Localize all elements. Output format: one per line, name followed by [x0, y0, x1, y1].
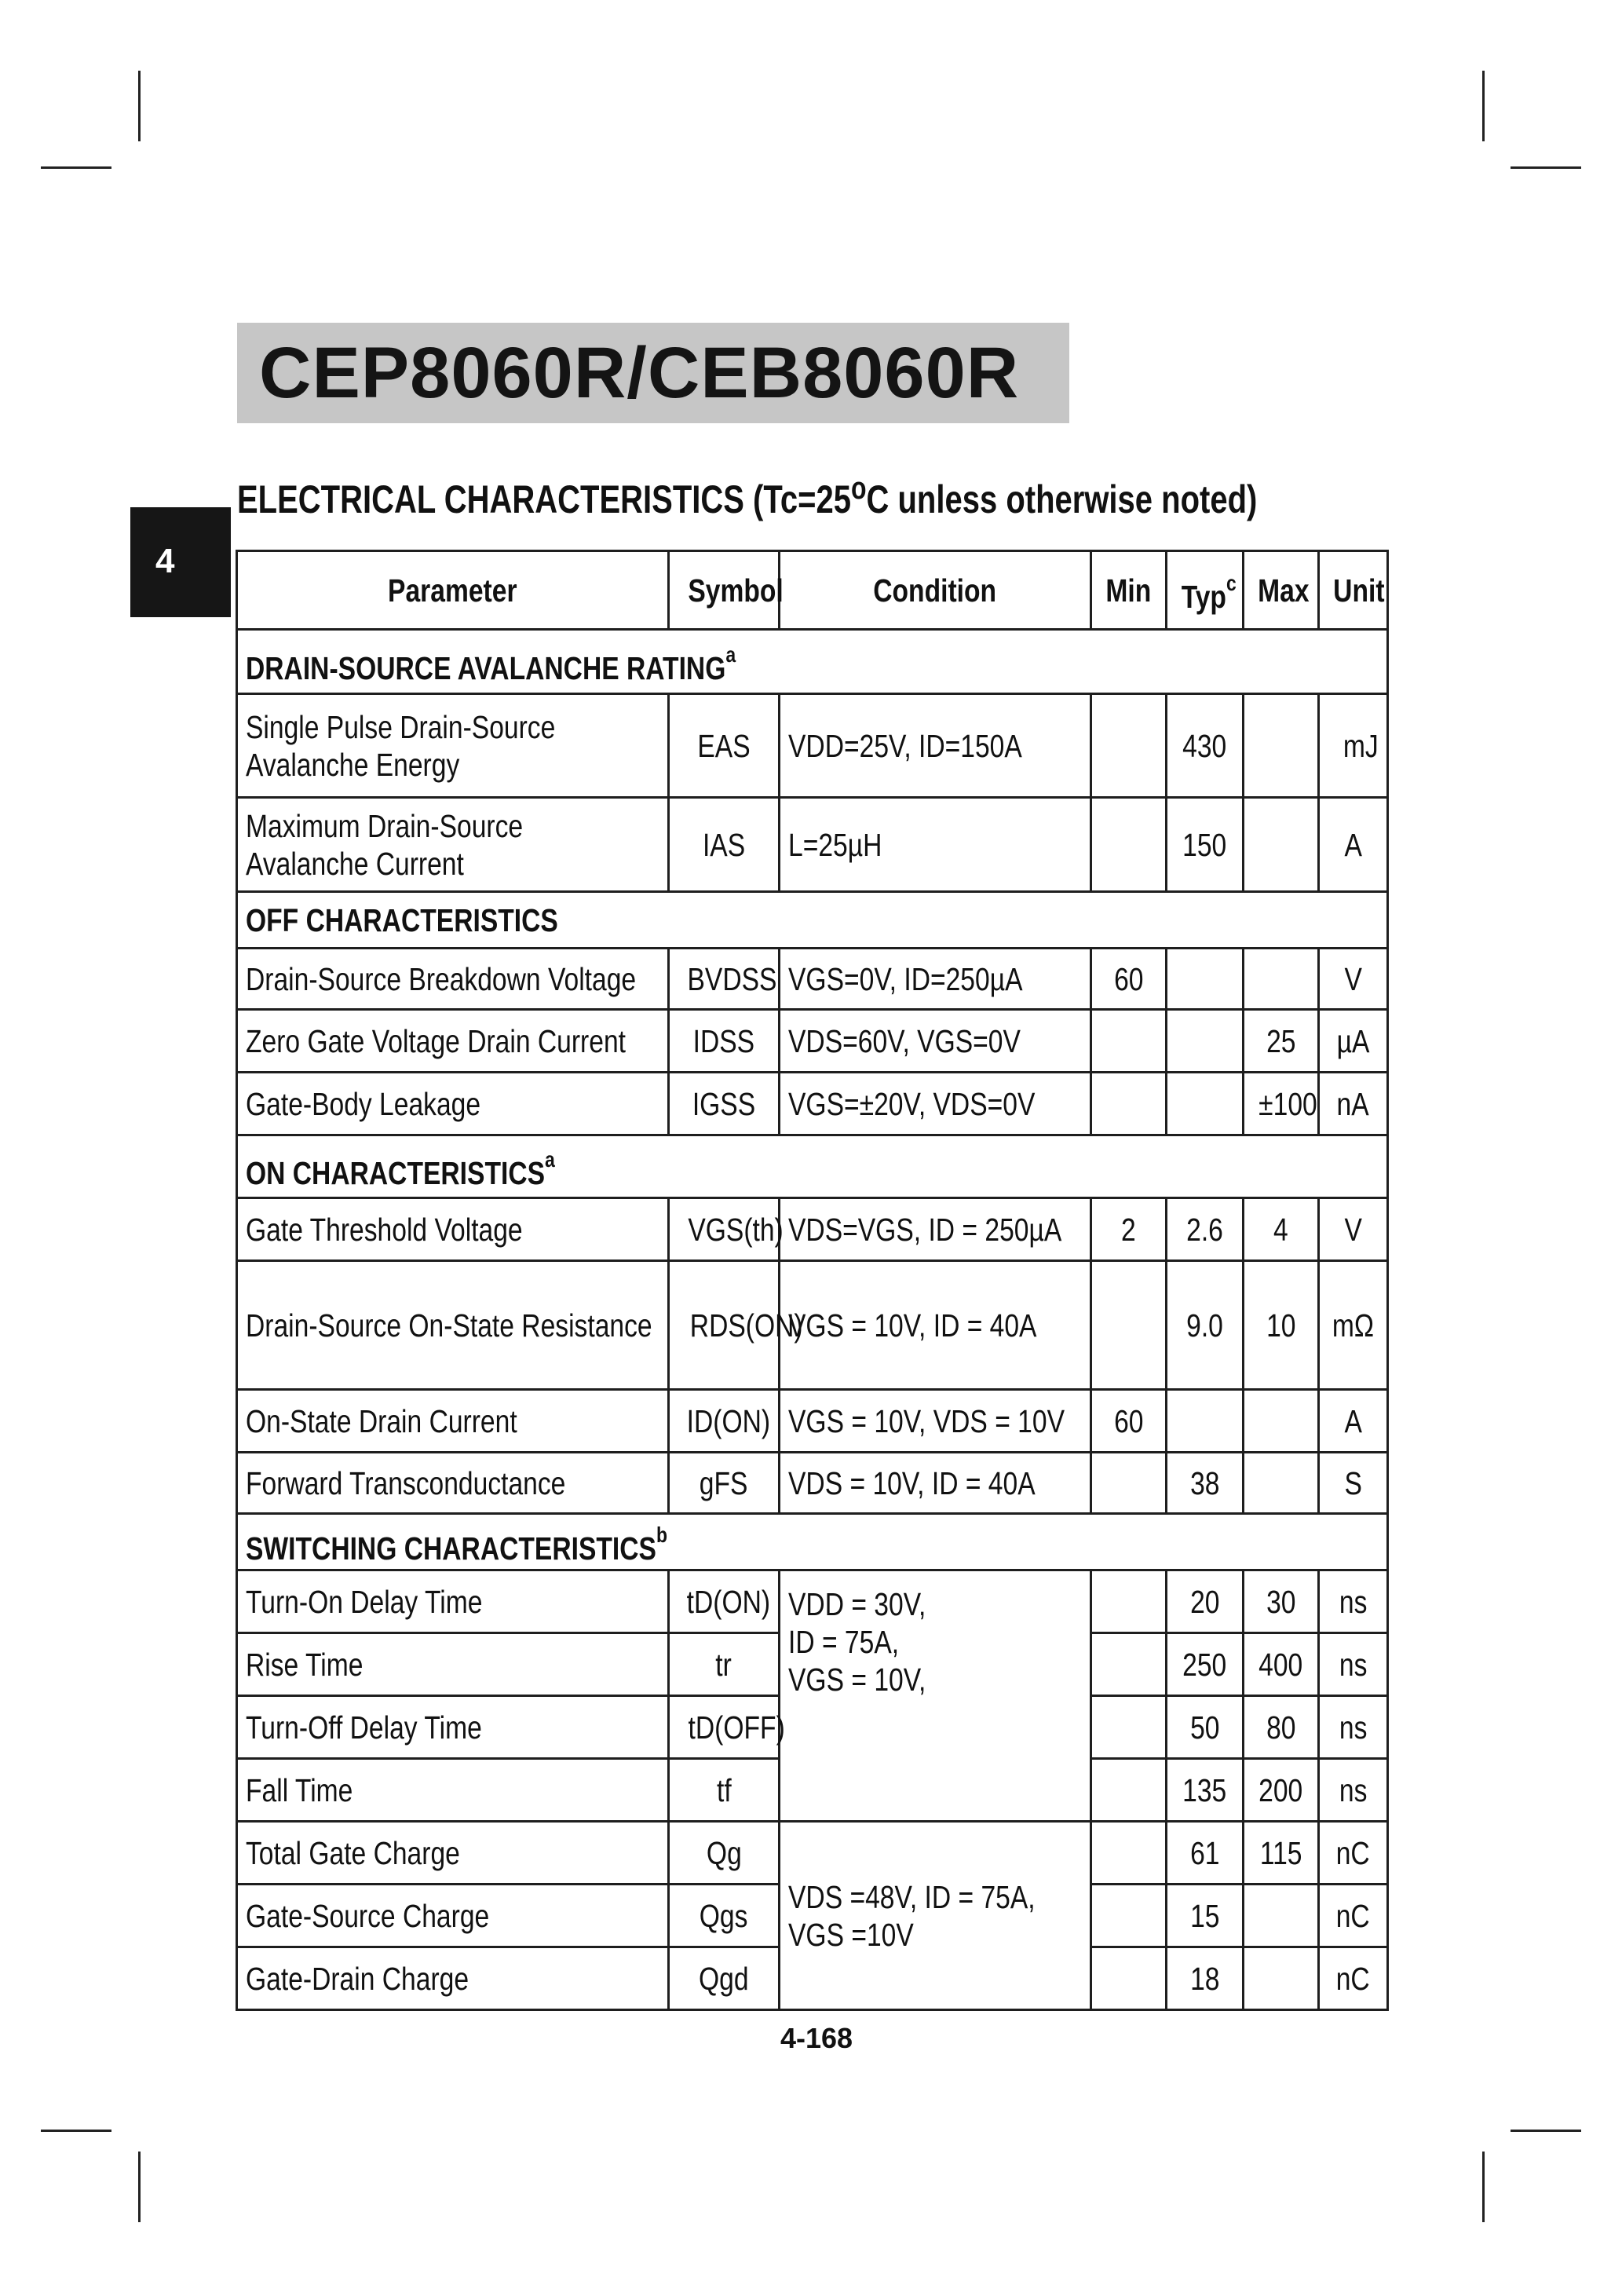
- unit-cell: ns: [1319, 1633, 1388, 1696]
- min-cell: [1091, 1261, 1167, 1390]
- section-title: DRAIN-SOURCE AVALANCHE RATING$^a$: [237, 630, 1388, 694]
- typ-cell: [1167, 949, 1244, 1010]
- unit-cell: V: [1319, 1198, 1388, 1261]
- max-cell: 80: [1244, 1696, 1319, 1759]
- condition-cell: VGS = 10V, VDS = 10V: [780, 1390, 1091, 1453]
- section-row-avalanche: [237, 630, 1388, 694]
- symbol-cell: Qg: [669, 1822, 780, 1885]
- condition-cell: VGS=0V, ID=250µA: [780, 949, 1091, 1010]
- header-typ: Typ$^c$: [1167, 551, 1244, 630]
- typ-cell: 15: [1167, 1885, 1244, 1947]
- unit-cell: mJ: [1319, 694, 1388, 798]
- unit-cell: nC: [1319, 1947, 1388, 2010]
- min-cell: [1091, 798, 1167, 892]
- param-cell: Drain-Source On-State Resistance: [237, 1261, 669, 1390]
- param-cell: Forward Transconductance: [237, 1453, 669, 1514]
- table-row: [237, 1073, 1388, 1135]
- condition-line: ID = 75A,: [788, 1624, 900, 1660]
- unit-cell: ns: [1319, 1570, 1388, 1633]
- min-cell: [1091, 1453, 1167, 1514]
- crop-mark: [138, 71, 141, 141]
- section-title: ON CHARACTERISTICS$^a$: [237, 1135, 1388, 1198]
- table-row: [237, 1010, 1388, 1073]
- typ-cell: 38: [1167, 1453, 1244, 1514]
- min-cell: [1091, 1073, 1167, 1135]
- typ-cell: [1167, 1390, 1244, 1453]
- typ-cell: [1167, 1073, 1244, 1135]
- max-cell: [1244, 1885, 1319, 1947]
- symbol-cell: BVDSS: [669, 949, 780, 1010]
- degree-mark: o: [850, 471, 867, 506]
- part-number-title: CEP8060R/CEB8060R: [259, 332, 1020, 413]
- max-cell: 4: [1244, 1198, 1319, 1261]
- param-cell: Drain-Source Breakdown Voltage: [237, 949, 669, 1010]
- unit-cell: µA: [1319, 1010, 1388, 1073]
- max-cell: 400: [1244, 1633, 1319, 1696]
- param-cell: Single Pulse Drain-Source Avalanche Energy: [237, 694, 669, 798]
- table-row: [237, 1261, 1388, 1390]
- unit-cell: nC: [1319, 1885, 1388, 1947]
- condition-line: VGS =10V: [788, 1916, 914, 1953]
- symbol-cell: VGS(th): [669, 1198, 780, 1261]
- crop-mark: [138, 2152, 141, 2222]
- condition-cell: VDD=25V, ID=150A: [780, 694, 1091, 798]
- min-cell: [1091, 1633, 1167, 1696]
- symbol-cell: gFS: [669, 1453, 780, 1514]
- min-cell: [1091, 1822, 1167, 1885]
- table-row: [237, 1822, 1388, 1885]
- symbol-cell: RDS(ON): [669, 1261, 780, 1390]
- max-cell: [1244, 694, 1319, 798]
- max-cell: 10: [1244, 1261, 1319, 1390]
- param-cell: Gate Threshold Voltage: [237, 1198, 669, 1261]
- symbol-cell: IAS: [669, 798, 780, 892]
- footnote-mark: a: [545, 1147, 555, 1172]
- condition-cell: VDS=60V, VGS=0V: [780, 1010, 1091, 1073]
- electrical-characteristics-table: [236, 550, 1389, 2011]
- symbol-cell: EAS: [669, 694, 780, 798]
- crop-mark: [1482, 71, 1485, 141]
- symbol-cell: IGSS: [669, 1073, 780, 1135]
- section-heading-prefix: ELECTRICAL CHARACTERISTICS (Tc=25: [237, 477, 851, 521]
- unit-cell: nA: [1319, 1073, 1388, 1135]
- max-cell: [1244, 1947, 1319, 2010]
- symbol-cell: tf: [669, 1759, 780, 1822]
- min-cell: [1091, 1010, 1167, 1073]
- condition-cell: L=25µH: [780, 798, 1091, 892]
- crop-mark: [1482, 2152, 1485, 2222]
- min-cell: 2: [1091, 1198, 1167, 1261]
- crop-mark: [1511, 166, 1581, 169]
- param-cell: Fall Time: [237, 1759, 669, 1822]
- param-cell: Zero Gate Voltage Drain Current: [237, 1010, 669, 1073]
- chapter-tab: [130, 507, 231, 617]
- typ-cell: [1167, 1010, 1244, 1073]
- typ-cell: 50: [1167, 1696, 1244, 1759]
- unit-cell: ns: [1319, 1759, 1388, 1822]
- typ-cell: 150: [1167, 798, 1244, 892]
- condition-line: VDD = 30V,: [788, 1586, 926, 1622]
- condition-cell-switching: [780, 1570, 1091, 1822]
- max-cell: 30: [1244, 1570, 1319, 1633]
- crop-mark: [41, 166, 111, 169]
- condition-cell: VDS = 10V, ID = 40A: [780, 1453, 1091, 1514]
- typ-cell: 20: [1167, 1570, 1244, 1633]
- symbol-cell: tD(OFF): [669, 1696, 780, 1759]
- footnote-mark: a: [725, 642, 736, 667]
- param-cell: Rise Time: [237, 1633, 669, 1696]
- min-cell: 60: [1091, 1390, 1167, 1453]
- table-row: [237, 949, 1388, 1010]
- symbol-cell: Qgs: [669, 1885, 780, 1947]
- typ-cell: 9.0: [1167, 1261, 1244, 1390]
- section-heading: [237, 471, 1258, 522]
- section-title: SWITCHING CHARACTERISTICS$^b$: [237, 1514, 1388, 1570]
- typ-cell: 61: [1167, 1822, 1244, 1885]
- min-cell: [1091, 1947, 1167, 2010]
- max-cell: 25: [1244, 1010, 1319, 1073]
- condition-line: VGS = 10V,: [788, 1662, 926, 1698]
- section-row-off: [237, 892, 1388, 949]
- unit-cell: A: [1319, 1390, 1388, 1453]
- header-condition: Condition: [780, 551, 1091, 630]
- param-cell: Gate-Drain Charge: [237, 1947, 669, 2010]
- min-cell: [1091, 694, 1167, 798]
- section-row-on: [237, 1135, 1388, 1198]
- symbol-cell: ID(ON): [669, 1390, 780, 1453]
- header-min: Min: [1091, 551, 1167, 630]
- max-cell: 200: [1244, 1759, 1319, 1822]
- min-cell: [1091, 1570, 1167, 1633]
- min-cell: [1091, 1759, 1167, 1822]
- chapter-tab-number: 4: [155, 542, 175, 580]
- param-cell: Total Gate Charge: [237, 1822, 669, 1885]
- section-row-switching: [237, 1514, 1388, 1570]
- unit-cell: S: [1319, 1453, 1388, 1514]
- min-cell: [1091, 1885, 1167, 1947]
- footnote-mark: b: [656, 1523, 667, 1547]
- condition-cell: VDS=VGS, ID = 250µA: [780, 1198, 1091, 1261]
- header-symbol: Symbol: [669, 551, 780, 630]
- param-cell: Gate-Body Leakage: [237, 1073, 669, 1135]
- part-number-banner: [237, 323, 1069, 423]
- param-cell: Turn-On Delay Time: [237, 1570, 669, 1633]
- max-cell: ±100: [1244, 1073, 1319, 1135]
- typ-cell: 135: [1167, 1759, 1244, 1822]
- crop-mark: [41, 2130, 111, 2132]
- condition-cell: VGS=±20V, VDS=0V: [780, 1073, 1091, 1135]
- table-row: [237, 798, 1388, 892]
- symbol-cell: tD(ON): [669, 1570, 780, 1633]
- crop-mark: [1511, 2130, 1581, 2132]
- table-row: [237, 694, 1388, 798]
- condition-line: VDS =48V, ID = 75A,: [788, 1878, 1036, 1915]
- param-cell: Turn-Off Delay Time: [237, 1696, 669, 1759]
- symbol-cell: IDSS: [669, 1010, 780, 1073]
- typ-cell: 430: [1167, 694, 1244, 798]
- unit-cell: ns: [1319, 1696, 1388, 1759]
- symbol-cell: tr: [669, 1633, 780, 1696]
- max-cell: 115: [1244, 1822, 1319, 1885]
- table-row: [237, 1198, 1388, 1261]
- table-header-row: [237, 551, 1388, 630]
- table-row: [237, 1390, 1388, 1453]
- table-row: [237, 1453, 1388, 1514]
- header-typ-note: c: [1226, 571, 1237, 595]
- typ-cell: 2.6: [1167, 1198, 1244, 1261]
- header-parameter: Parameter: [237, 551, 669, 630]
- header-unit: Unit: [1319, 551, 1388, 630]
- section-title: OFF CHARACTERISTICS: [237, 892, 1388, 949]
- condition-cell-gate-charge: [780, 1822, 1091, 2010]
- unit-cell: nC: [1319, 1822, 1388, 1885]
- page-number: 4-168: [780, 2022, 853, 2054]
- unit-cell: mΩ: [1319, 1261, 1388, 1390]
- unit-cell: A: [1319, 798, 1388, 892]
- condition-cell: VGS = 10V, ID = 40A: [780, 1261, 1091, 1390]
- typ-cell: 18: [1167, 1947, 1244, 2010]
- max-cell: [1244, 798, 1319, 892]
- unit-cell: V: [1319, 949, 1388, 1010]
- header-max: Max: [1244, 551, 1319, 630]
- max-cell: [1244, 949, 1319, 1010]
- param-cell: Gate-Source Charge: [237, 1885, 669, 1947]
- typ-cell: 250: [1167, 1633, 1244, 1696]
- param-cell: On-State Drain Current: [237, 1390, 669, 1453]
- param-cell: Maximum Drain-Source Avalanche Current: [237, 798, 669, 892]
- max-cell: [1244, 1453, 1319, 1514]
- max-cell: [1244, 1390, 1319, 1453]
- table-row: [237, 1570, 1388, 1633]
- min-cell: 60: [1091, 949, 1167, 1010]
- min-cell: [1091, 1696, 1167, 1759]
- symbol-cell: Qgd: [669, 1947, 780, 2010]
- section-heading-suffix: C unless otherwise noted): [866, 477, 1258, 521]
